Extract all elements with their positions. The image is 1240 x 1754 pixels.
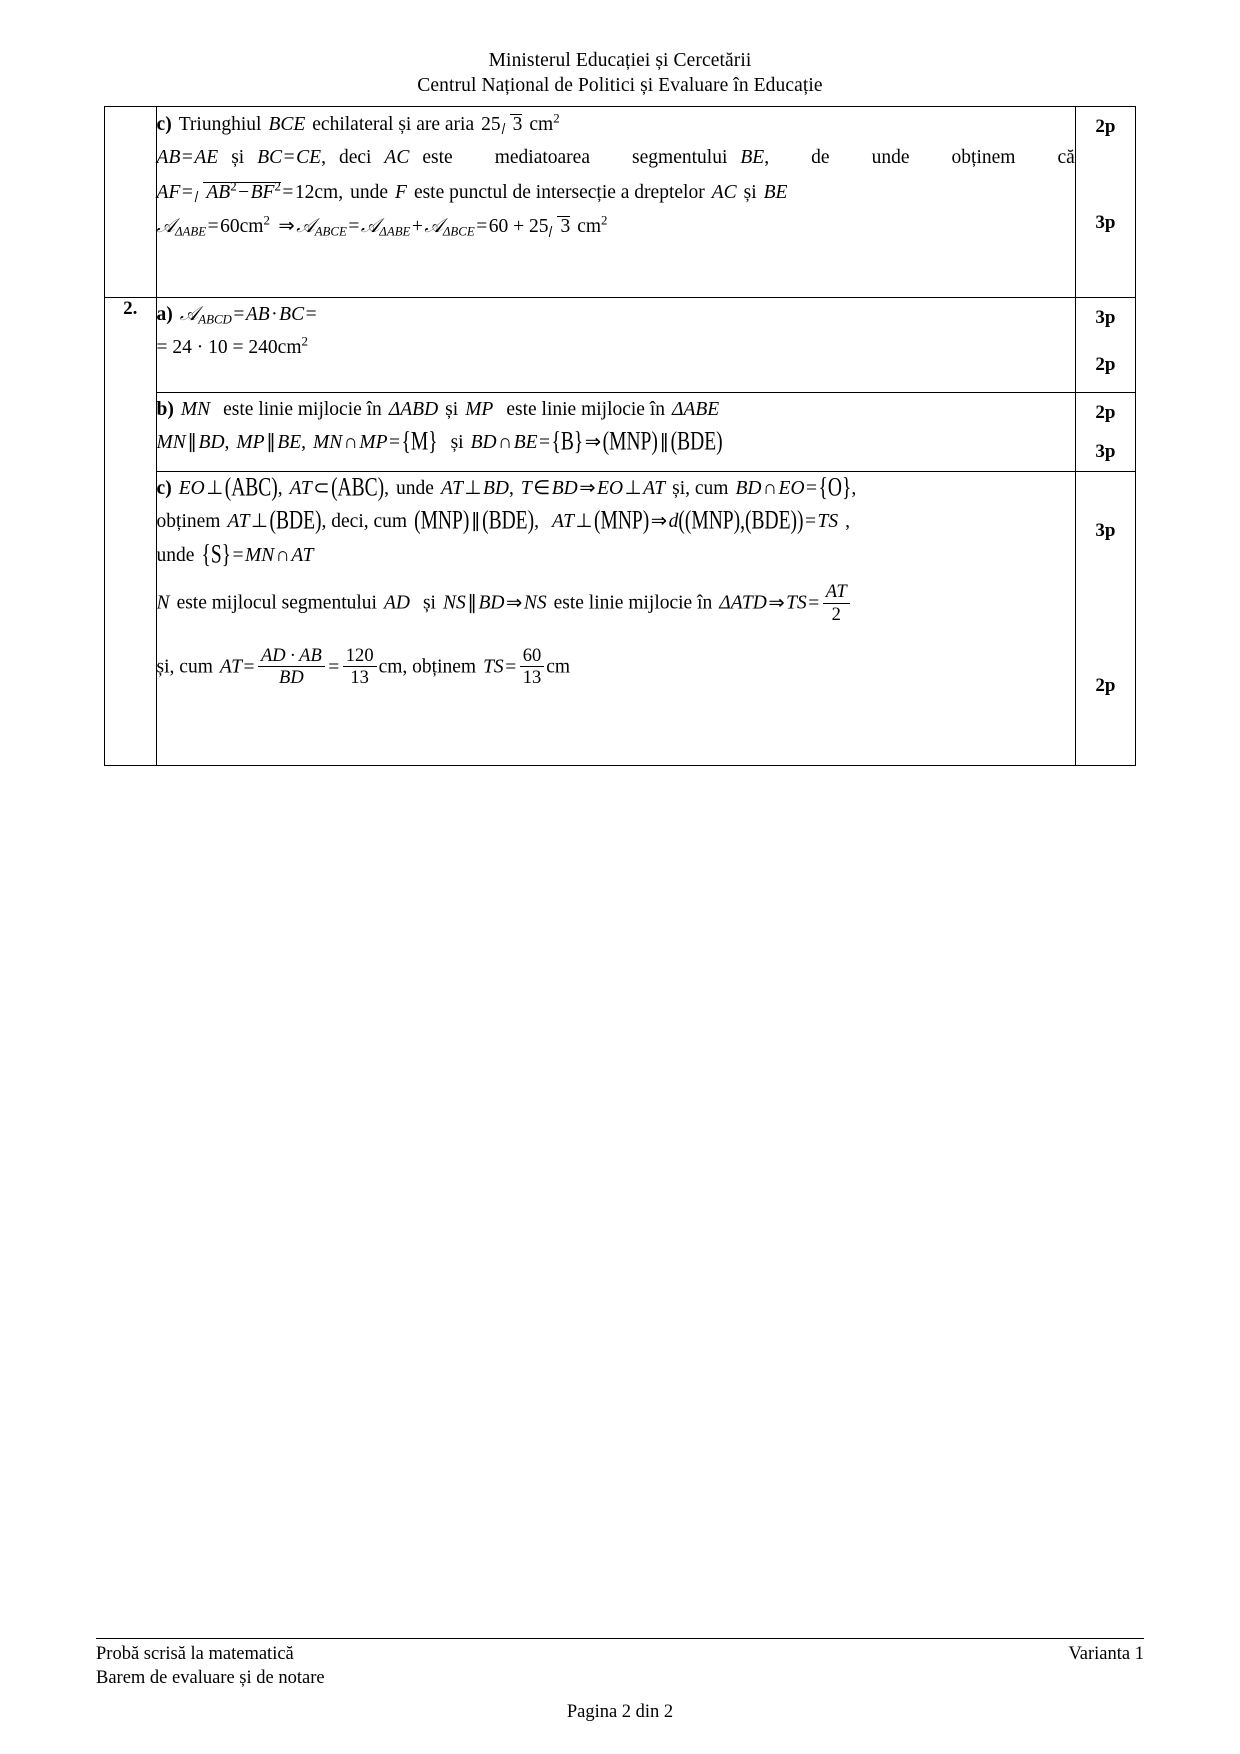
text-si-cum-5: și, cum [156,656,213,678]
table-row-2c [105,472,1136,766]
op-in: ∈ [533,478,551,499]
part-label-a: a) [156,304,173,325]
op-perp-2: ⊥ [464,478,482,499]
punct-comma: , [321,147,326,169]
sub-abe-2: ΔABE [379,225,411,239]
op-intersect-c: ∩ [762,478,778,499]
footer-barem: Barem de evaluare și de notare [96,1667,325,1688]
line-2b-2 [157,426,1075,459]
sym-abe-b: ΔABE [672,399,720,420]
op-intersect-c3: ∩ [275,544,290,566]
line-2c-3 [157,539,1075,572]
text-linie-mijlocie-c: este linie mijlocie în [553,592,713,614]
footer-page-number: Pagina 2 din 2 [566,1702,674,1723]
text-mediatoarea: este mediatoarea segmentului [422,147,728,169]
punct-c-5: , [534,511,539,533]
footer-exam-title: Probă scrisă la matematică [96,1644,294,1664]
op-eq-c3: = [232,544,244,566]
op-perp-1: ⊥ [206,478,224,499]
score-3p-1: 3p [1095,212,1116,233]
frac-den-13b: 13 [522,667,542,689]
exp-ab-2: 2 [230,179,237,194]
op-parallel-2: ∥ [266,432,276,454]
text-echilateral: echilateral și are aria [312,114,475,135]
text-si-c4: și [422,592,436,614]
frac-den-2: 2 [831,603,841,625]
sym-area-abcd: 𝒜 [179,304,199,325]
op-eq-c2: = [804,511,816,533]
op-plus: + [411,216,423,238]
plane-bde-3: (BDE) [482,507,535,536]
val-60-25: 60 + 25 [488,216,549,238]
sym-bc-a: BC [279,304,305,325]
sym-ad: AD [383,592,410,614]
plane-abc-2: (ABC) [331,474,385,503]
score-3p-2a: 3p [1095,307,1116,328]
punct-comma-2: , [338,181,344,203]
frac-num-60: 60 [520,646,545,667]
op-eq-c7: = [505,656,517,678]
op-parallel-c4: ∥ [467,592,477,614]
sym-bd-c: BD [482,478,509,499]
op-implies-c4: ⇒ [505,592,523,614]
sym-mn-c: MN [245,544,275,566]
exp-2: 2 [553,111,560,126]
sym-bce: BCE [268,114,306,135]
plane-abc-1: (ABC) [224,474,278,503]
text-unde-c3: unde [156,544,195,566]
row-2b-body [156,393,1075,472]
op-subset: ⊂ [313,478,330,499]
center-line: Centrul Național de Politici și Evaluare în Educație [417,75,823,96]
plane-mnp: (MNP) [602,428,658,457]
part-label-b: b) [156,399,174,420]
score-3p-2c: 3p [1095,520,1116,541]
score-2p-2a: 2p [1095,354,1116,375]
sym-bf-sq: BF [250,181,275,203]
op-parallel-3: ∥ [659,432,670,454]
sym-ns-1: NS [442,592,466,614]
op-implies-c1: ⇒ [579,478,596,499]
val-25: 25 [481,114,501,135]
set-o: {O} [818,474,852,503]
op-eq-7: = [476,216,488,238]
sym-ts-3: TS [483,656,504,678]
op-minus: − [238,181,250,203]
op-eq-c4: = [808,592,820,614]
sym-be-b2: BE [513,432,538,454]
sym-be: BE [740,147,765,169]
sym-mn-3: MN [313,432,343,454]
op-implies-c5: ⇒ [768,592,785,614]
text-deci: deci [338,147,372,169]
row-2a-body [156,298,1075,393]
val-60cm: 60cm [220,216,264,238]
op-perp-4: ⊥ [251,511,269,533]
sym-eo-3: EO [778,478,805,499]
sym-ns-2: NS [523,592,547,614]
sym-at-6: AT [291,544,314,566]
text-de-unde: , de unde obținem că [764,147,1075,169]
score-2p-1: 2p [1095,116,1116,137]
sub-abe-1: ΔABE [175,225,207,239]
set-b: {B} [551,428,584,457]
sym-at-4: AT [227,511,250,533]
op-implies-c2: ⇒ [650,511,668,533]
row-number-2: 2. [105,298,157,766]
grading-rubric-table [104,106,1136,766]
line-2c-5 [157,636,1075,700]
sym-at-5: AT [551,511,575,533]
sym-bd: BD [198,432,225,454]
sym-ts-1: TS [817,511,839,533]
sym-area-1: 𝒜 [156,216,175,238]
punct-c1: , [224,432,230,454]
footer-divider [96,1638,1144,1639]
row-number-empty [105,107,157,298]
line-1c-1 [157,107,1075,141]
op-parallel-c: ∥ [470,511,481,533]
line-2c-4 [157,572,1075,636]
text-linie-2: este linie mijlocie în [506,399,666,420]
line-1c-2 [157,141,1075,174]
sym-mn-2: MN [156,432,186,454]
op-eq-b1: = [389,432,401,454]
footer-left [96,1643,325,1690]
sym-n: N [156,592,170,614]
plane-bde-2: (BDE) [269,507,322,536]
text-obtinem-5: , obținem [402,656,477,678]
line-2c-1 [157,472,1075,505]
op-eq: = [181,147,193,169]
punct-c-4: , [851,478,857,499]
row-1c-scores [1075,107,1135,298]
sqrt-ab2-bf2 [195,179,281,203]
op-perp-5: ⊥ [575,511,593,533]
sub-bce: ΔBCE [442,225,475,239]
exp-cm-a: 2 [301,334,308,349]
row-1c-body [156,107,1075,298]
sym-ab-a: AB [245,304,270,325]
text-si-2: și [743,181,757,203]
sym-eo-2: EO [597,478,624,499]
line-2a-1 [157,298,1075,331]
sym-at-7: AT [219,656,242,678]
op-eq-5: = [207,216,219,238]
sub-abce: ABCE [314,225,347,239]
sym-bd-c3: BD [735,478,762,499]
op-eq-c1: = [806,478,818,499]
row-2c-scores [1075,472,1135,766]
frac-num-adab: AD · AB [258,646,325,667]
line-1c-4 [157,209,1075,243]
footer-row [96,1643,1144,1690]
op-eq-c5: = [243,656,255,678]
sym-mp-3: MP [359,432,388,454]
op-eq-4: = [282,181,294,203]
op-dot: · [271,304,278,325]
exp-60-2: 2 [263,213,270,228]
row-2a-scores [1075,298,1135,393]
sym-bd-2: BD [470,432,497,454]
sub-abcd: ABCD [198,312,232,327]
sym-be-b: BE [277,432,302,454]
frac-num-at: AT [823,582,850,603]
frac-num-120: 120 [343,646,377,667]
ministry-line: Ministerul Educației și Cercetării [488,50,752,71]
line-2a-2 [157,331,1075,364]
part-label-c2: c) [156,478,172,499]
op-intersect-2: ∩ [498,432,513,454]
sym-ab-sq: AB [206,181,231,203]
score-2p-2b: 2p [1095,402,1116,423]
unit-cm-c2: cm [546,656,571,678]
part-label-c: c) [156,114,172,135]
frac-adab-bd [258,646,325,688]
frac-den-bd: BD [279,667,304,689]
sym-ab: AB [156,147,181,169]
sym-area-4: 𝒜 [424,216,443,238]
sym-ts-2: TS [786,592,807,614]
sqrt-3 [502,114,523,135]
plane-mnp-3: (MNP) [594,507,650,536]
exp-cm-2: 2 [601,213,608,228]
document-header [0,48,1240,98]
op-eq-a2: = [305,304,317,325]
sym-mp: MP [465,399,494,420]
text-si-cum-1: și, cum [672,478,729,499]
op-eq-c6: = [328,656,340,678]
sym-abd: ΔABD [388,399,439,420]
punct-c-3: , [508,478,514,499]
text-si-b: și [445,399,459,420]
exp-bf-2: 2 [274,179,281,194]
sym-atd: ΔATD [719,592,767,614]
plane-mnp-2: (MNP) [414,507,470,536]
text-si-1: și [231,147,245,169]
table-row-2a [105,298,1136,393]
sym-ac: AC [384,147,410,169]
text-unde-c: unde [396,478,434,499]
line-2c-2 [157,505,1075,538]
op-eq-3: = [181,181,193,203]
unit-cm-a: cm [277,337,302,359]
sym-bd-c4: BD [478,592,505,614]
unit-cm: cm [529,114,554,135]
dist-args: ((MNP),(BDE)) [678,507,804,536]
text-deci-cum: , deci, cum [321,511,408,533]
sym-bd-c2: BD [551,478,578,499]
row-2b-scores [1075,393,1135,472]
sym-at-1: AT [289,478,312,499]
sym-ce: CE [296,147,322,169]
frac-den-13: 13 [350,667,369,689]
sym-area-3: 𝒜 [360,216,380,238]
score-3p-2b: 3p [1095,441,1116,462]
sym-af: AF [156,181,181,203]
op-intersect-1: ∩ [343,432,358,454]
text-unde: unde [350,181,389,203]
sym-d-dist: d [668,511,679,533]
table-row-2b [105,393,1136,472]
sym-ae: AE [194,147,219,169]
op-implies: ⇒ [278,216,295,238]
sqrt-3-b [549,216,570,237]
document-footer [96,1638,1144,1723]
op-perp-3: ⊥ [624,478,642,499]
table-row-1c [105,107,1136,298]
row-2c-body [156,472,1075,766]
punct-c2: , [301,432,307,454]
sym-ac-2: AC [711,181,737,203]
unit-cm-2: cm [577,216,602,238]
op-implies-b: ⇒ [584,432,602,454]
punct-c-2: , [384,478,390,499]
sym-area-2: 𝒜 [296,216,315,238]
score-2p-2c: 2p [1095,675,1116,696]
sym-mp-2: MP [236,432,265,454]
set-m: {M} [401,428,438,457]
text-mijlocul: este mijlocul segmentului [176,592,377,614]
op-eq-2: = [283,147,295,169]
line-2b-1 [157,393,1075,426]
frac-60-13 [520,646,545,688]
sym-eo: EO [178,478,205,499]
text-obtinem-1: obținem [156,511,221,533]
op-eq-a1: = [233,304,245,325]
sym-be-2: BE [763,181,788,203]
footer-variant: Varianta 1 [1068,1644,1144,1664]
frac-120-13 [343,646,377,688]
punct-c-6: , [845,511,850,533]
text-linie-1: este linie mijlocie în [223,399,382,420]
sym-bc: BC [257,147,283,169]
sym-at-2: AT [440,478,463,499]
val-12cm: 12cm [294,181,339,203]
punct-c-1: , [277,478,283,499]
op-eq-b2: = [539,432,551,454]
plane-bde: (BDE) [670,428,723,457]
op-parallel-1: ∥ [187,432,198,454]
sym-mn: MN [180,399,211,420]
text-triunghiul: Triunghiul [178,114,262,135]
sym-at-3: AT [643,478,666,499]
unit-cm-c1: cm [378,656,403,678]
val-240: = 24 · 10 = 240 [156,337,278,359]
set-s: {S} [201,541,232,570]
frac-at-2 [823,582,850,624]
text-si-b2: și [450,432,464,454]
line-1c-3 [157,175,1075,209]
text-punctul: este punctul de intersecție a dreptelor [413,181,705,203]
op-eq-6: = [348,216,360,238]
sym-t: T [520,478,532,499]
sqrt-radicand-2: 3 [560,216,571,238]
sym-f: F [395,181,407,203]
sqrt-radicand: 3 [512,114,523,135]
